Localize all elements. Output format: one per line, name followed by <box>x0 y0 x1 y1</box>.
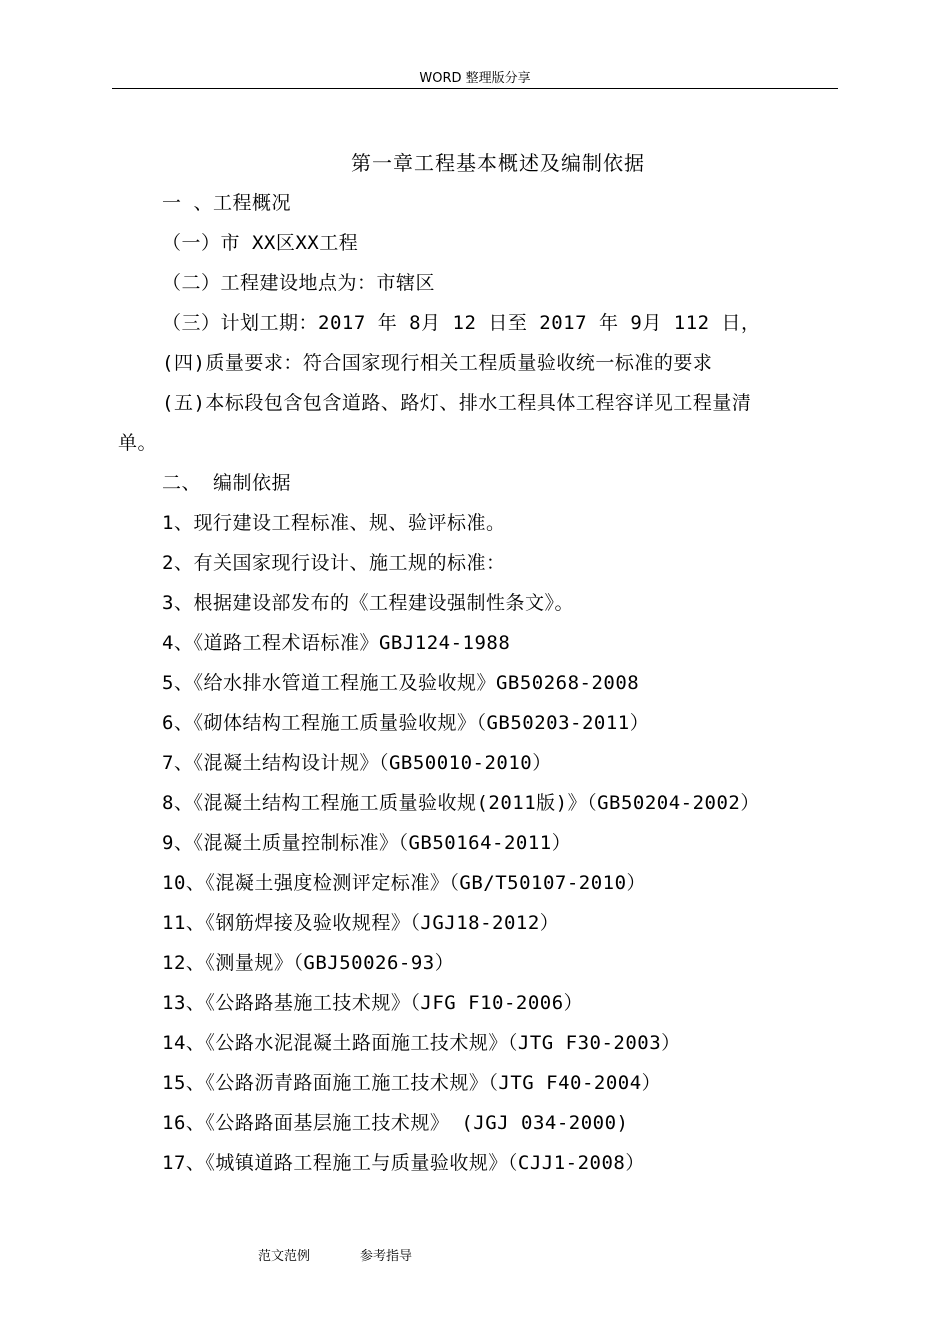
basis-item: 13、《公路路基施工技术规》（JFG F10-2006） <box>162 992 584 1014</box>
basis-item: 4、《道路工程术语标准》GBJ124-1988 <box>162 632 511 654</box>
basis-item: 2、有关国家现行设计、施工规的标准： <box>162 552 506 574</box>
basis-item: 5、《给水排水管道工程施工及验收规》GB50268-2008 <box>162 672 640 694</box>
basis-item: 17、《城镇道路工程施工与质量验收规》（CJJ1-2008） <box>162 1152 645 1174</box>
header-divider <box>112 88 838 89</box>
overview-item: （一）市 XX区XX工程 <box>162 232 359 254</box>
basis-item: 6、《砌体结构工程施工质量验收规》（GB50203-2011） <box>162 712 650 734</box>
basis-item: 15、《公路沥青路面施工施工技术规》（JTG F40-2004） <box>162 1072 662 1094</box>
basis-item: 3、根据建设部发布的《工程建设强制性条文》。 <box>162 592 574 614</box>
basis-item: 8、《混凝土结构工程施工质量验收规(2011版)》（GB50204-2002） <box>162 792 760 814</box>
overview-item: （三）计划工期：2017 年 8月 12 日至 2017 年 9月 112 日， <box>162 312 761 334</box>
overview-item-continuation: 单。 <box>118 432 158 454</box>
overview-item: (五)本标段包含包含道路、路灯、排水工程具体工程容详见工程量清 <box>162 392 752 414</box>
basis-item: 14、《公路水泥混凝土路面施工技术规》（JTG F30-2003） <box>162 1032 681 1054</box>
section-heading-overview: 一 、工程概况 <box>162 192 291 214</box>
footer-right-text: 参考指导 <box>360 1249 413 1264</box>
basis-item: 11、《钢筋焊接及验收规程》（JGJ18-2012） <box>162 912 560 934</box>
basis-item: 1、现行建设工程标准、规、验评标准。 <box>162 512 506 534</box>
page-header: WORD 整理版分享 <box>419 71 531 86</box>
basis-item: 9、《混凝土质量控制标准》（GB50164-2011） <box>162 832 572 854</box>
basis-item: 10、《混凝土强度检测评定标准》（GB/T50107-2010） <box>162 872 647 894</box>
basis-item: 12、《测量规》（GBJ50026-93） <box>162 952 455 974</box>
overview-item: (四)质量要求：符合国家现行相关工程质量验收统一标准的要求 <box>162 352 713 374</box>
basis-item: 7、《混凝土结构设计规》（GB50010-2010） <box>162 752 552 774</box>
overview-item: （二）工程建设地点为：市辖区 <box>162 272 436 294</box>
document-title: 第一章工程基本概述及编制依据 <box>351 151 645 175</box>
basis-item: 16、《公路路面基层施工技术规》 (JGJ 034-2000) <box>162 1112 629 1134</box>
section-heading-basis: 二、 编制依据 <box>162 472 291 494</box>
footer-left-text: 范文范例 <box>258 1249 311 1264</box>
